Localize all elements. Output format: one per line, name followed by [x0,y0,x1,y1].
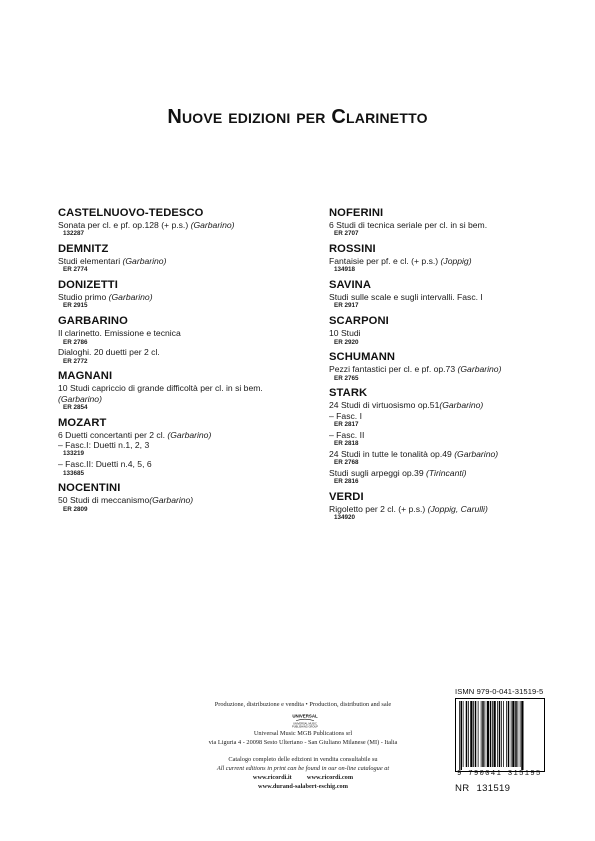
catalogue-code: ER 2915 [63,302,88,310]
composer-name: CASTELNUOVO-TEDESCO [58,207,204,219]
barcode-bar [482,701,484,767]
catalogue-code: 133685 [63,469,85,477]
barcode-bar [492,701,493,767]
work-title [329,400,539,410]
work-title [58,292,320,302]
work-title [58,495,320,505]
work-title-text: Sonata per cl. e pf. op.128 (+ p.s.) [58,220,191,230]
composer-name: MOZART [58,416,107,429]
work-editor: (Garbarino) [58,393,102,404]
work-title-text: Studio primo [58,292,109,303]
work-title-text: 10 Studi capriccio di grande difficoltà per cl. in si bem. [58,383,263,394]
catalogue-code: 134920 [334,514,356,522]
work-title [58,220,320,230]
catalogue-right-column [329,207,539,523]
work-editor: (Joppig) [440,256,472,267]
publisher-name: Universal Music MGB Publications srl [253,730,353,737]
publisher-address: via Liguria 4 - 20098 Sesto Ulteriano - San Giuliano Milanese (MI) - Italia [208,738,398,746]
composer-name: SAVINA [329,279,372,292]
barcode-bar [499,701,501,767]
catalogue-code: ER 2816 [334,478,359,486]
catalogue-code: ER 2765 [334,374,359,382]
work-editor: (Garbarino) [122,256,167,267]
barcode-bar [466,701,468,767]
composer-name: MAGNANI [58,370,113,383]
work-title-text: 24 Studi di virtuosismo op.51 [329,400,440,411]
catalogue-note [168,756,438,773]
work-title-text: – Fasc.I: Duetti n.1, 2, 3 [58,440,150,451]
universal-logo [282,712,328,730]
composer-name: SCHUMANN [329,351,396,364]
barcode-bar [508,701,510,767]
barcode-bar [470,701,472,767]
work-title [329,256,539,266]
barcode-bar [463,701,464,767]
work-title-text: – Fasc. II [329,429,365,440]
barcode-bar [490,701,492,767]
composer-name: VERDI [329,491,364,504]
barcode-bar [520,701,521,767]
work-title-text: Studi sulle scale e sugli intervalli. Fasc. I [329,292,483,303]
work-title-text: Il clarinetto. Emissione e tecnica [58,328,181,339]
work-title-text: 50 Studi di meccanismo [58,495,150,506]
work-title [58,459,320,469]
distribution-line: Produzione, distribuzione e vendita • Production, distribution and sale [214,701,392,708]
work-editor: (Garbarino) [190,220,235,230]
barcode-bar [481,701,482,767]
work-title-text: 6 Duetti concertanti per 2 cl. [58,429,168,440]
logo-line-2: PUBLISHING GROUP [292,725,318,729]
catalogue-left-column [58,207,320,514]
barcode-bar [473,701,474,767]
work-title-text: Dialoghi. 20 duetti per 2 cl. [58,347,160,358]
websites [168,774,438,791]
catalogue-code: ER 2768 [334,459,359,467]
work-title-text: 10 Studi [329,328,361,339]
catalogue-note-it: Catalogo completo delle edizioni in vendita consultabile su [228,756,378,763]
composer-name: SCARPONI [329,315,389,328]
work-title [329,504,539,514]
work-title [58,347,320,357]
website-durand[interactable]: www.durand-salabert-eschig.com [258,782,348,790]
composer-name: ROSSINI [329,243,376,256]
catalogue-code: ER 2920 [334,338,359,346]
barcode-bar [501,701,502,767]
barcode-bars [456,699,544,771]
barcode-bar [468,701,469,767]
work-title-text: Rigoletto per 2 cl. (+ p.s.) [329,504,428,515]
website-ricordi-it[interactable]: www.ricordi.it [252,774,292,781]
barcode-bar [515,701,517,767]
barcode [455,698,545,772]
catalogue-code: 133219 [63,450,85,458]
barcode-bar [459,701,460,770]
work-title [329,292,539,302]
composer-name: DONIZETTI [58,279,118,292]
logo-line-1: UNIVERSAL MUSIC [293,722,317,726]
nr-number: 131519 [476,783,511,794]
work-title [58,440,320,450]
work-title [58,256,320,266]
work-editor: (Garbarino) [149,495,194,506]
catalogue-code: ER 2786 [63,338,88,346]
catalogue-number [455,783,510,794]
work-title-text: Studi elementari [58,256,123,267]
work-editor: (Garbarino) [457,364,502,375]
work-title [58,430,320,440]
work-title [58,328,320,338]
catalogue-code: ER 2854 [63,404,88,412]
barcode-bar [512,701,514,767]
work-title [329,430,539,440]
barcode-digits: 9 790041 315195 [457,770,542,778]
work-title [329,468,539,478]
ismn-label: ISMN 979-0-041-31519-5 [455,687,544,696]
barcode-bar [494,701,496,767]
barcode-bar [511,701,512,767]
work-title [329,328,539,338]
barcode-bar [506,701,507,767]
barcode-bar [521,701,523,770]
catalogue-code: 134918 [334,266,356,274]
catalogue-code: ER 2772 [63,357,88,365]
work-title-text: – Fasc.II: Duetti n.4, 5, 6 [58,459,152,470]
barcode-bar [475,701,477,767]
work-title [329,411,539,421]
composer-name: GARBARINO [58,315,128,328]
work-title-text: Studi sugli arpeggi op.39 [329,468,426,479]
work-title-text: 6 Studi di tecnica seriale per cl. in si bem. [329,220,488,230]
work-editor: (Garbarino) [167,429,212,440]
catalogue-code: ER 2707 [334,230,359,238]
catalogue-code: ER 2809 [63,505,88,513]
barcode-bar [497,701,498,767]
work-title-text: 24 Studi in tutte le tonalità op.49 [329,448,455,459]
barcode-bar [485,701,486,767]
work-title [329,449,539,459]
nr-label: NR [455,783,470,794]
catalogue-code: ER 2917 [334,302,359,310]
work-editor: (Garbarino) [108,292,153,303]
composer-name: NOCENTINI [58,482,121,495]
composer-name: NOFERINI [329,207,384,219]
catalogue-code: ER 2817 [334,421,359,429]
catalogue-note-en: All current editions in print can be found in our on-line catalogue at [216,764,390,772]
website-ricordi-com[interactable]: www.ricordi.com [306,774,354,781]
work-editor: (Garbarino) [454,448,499,459]
work-editor: (Joppig, Carulli) [427,504,488,515]
page-title: Nuove edizioni per Clarinetto [167,106,428,128]
catalogue-code: ER 2774 [63,266,88,274]
catalogue-code: 132287 [63,230,85,238]
barcode-bar [461,701,463,770]
work-title [329,220,539,230]
work-editor: (Tirincanti) [426,468,467,479]
catalogue-code: ER 2818 [334,440,359,448]
work-editor: (Garbarino) [439,400,484,411]
work-title [329,364,539,374]
composer-name: DEMNITZ [58,243,109,256]
barcode-bar [487,701,489,767]
work-title-text: Pezzi fantastici per cl. e pf. op.73 [329,364,458,375]
work-title-text: – Fasc. I [329,410,362,421]
barcode-bar [518,701,519,767]
barcode-bar [478,701,479,767]
barcode-bar [503,701,504,767]
work-title [58,383,320,404]
composer-name: STARK [329,387,368,400]
logo-word: UNIVERSAL [292,713,318,719]
work-title-text: Fantaisie per pf. e cl. (+ p.s.) [329,256,441,267]
publisher-block [168,730,438,747]
